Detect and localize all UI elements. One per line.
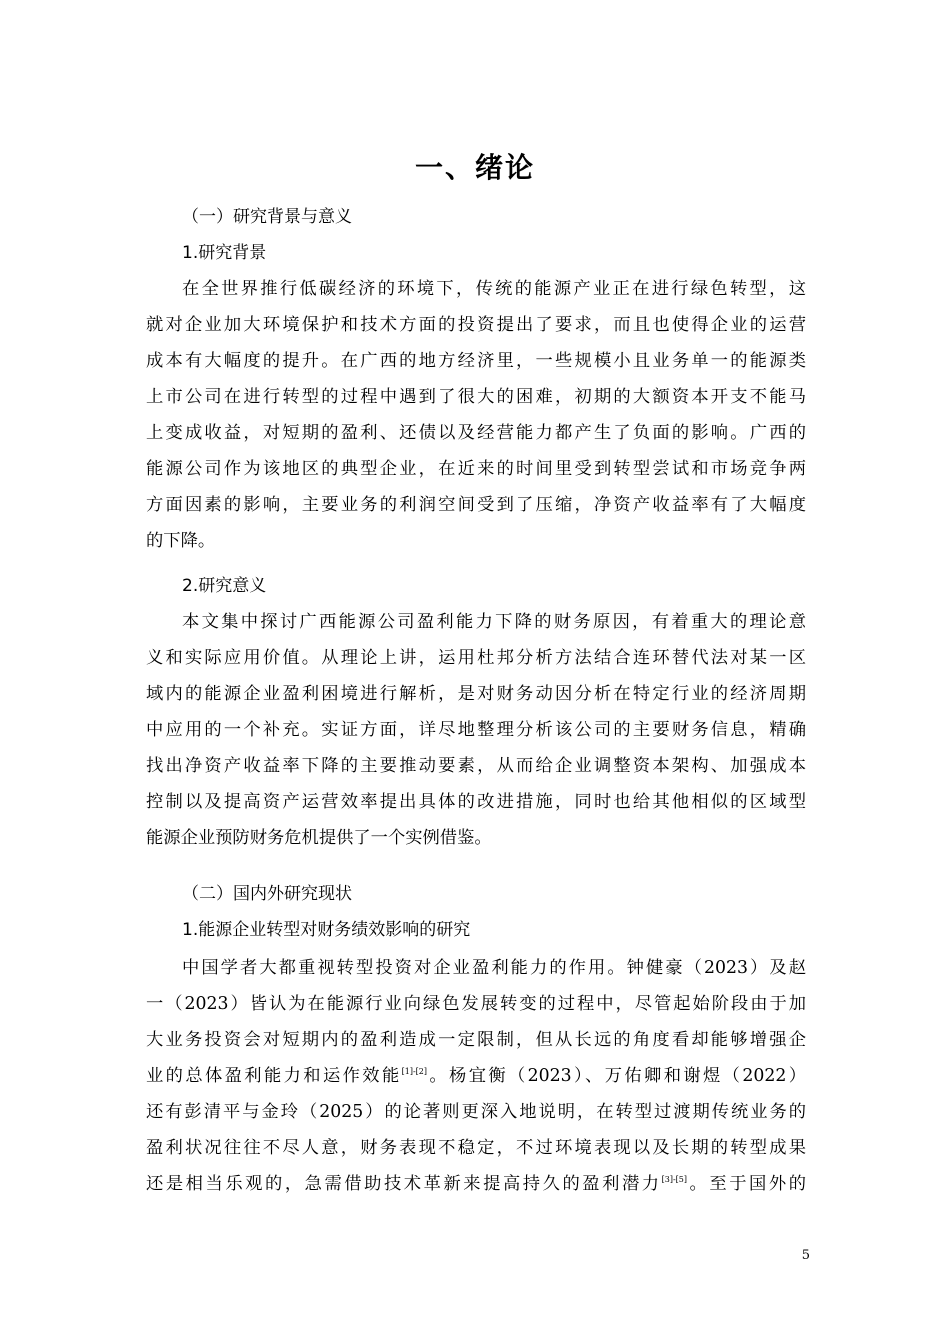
paragraph-line: 就对企业加大环境保护和技术方面的投资提出了要求，而且也使得企业的运营 (146, 315, 806, 335)
subsection-heading-significance: 2.研究意义 (182, 576, 267, 596)
paragraph-line: 找出净资产收益率下降的主要推动要素，从而给企业调整资本架构、加强成本 (146, 756, 806, 776)
paragraph-line: 还有彭清平与金玲（2025）的论著则更深入地说明，在转型过渡期传统业务的 (146, 1102, 806, 1122)
section-heading-background: （一）研究背景与意义 (182, 207, 352, 227)
paragraph-line: 控制以及提高资产运营效率提出具体的改进措施，同时也给其他相似的区域型 (146, 792, 806, 812)
line-text: 还是相当乐观的，急需借助技术革新来提高持久的盈利潜力 (146, 1174, 662, 1194)
paragraph-line: 中应用的一个补充。实证方面，详尽地整理分析该公司的主要财务信息，精确 (146, 720, 806, 740)
paragraph-line: 能源公司作为该地区的典型企业，在近来的时间里受到转型尝试和市场竞争两 (146, 459, 806, 479)
subsection-heading-background: 1.研究背景 (182, 243, 267, 263)
paragraph-line: 一（2023）皆认为在能源行业向绿色发展转变的过程中，尽管起始阶段由于加 (146, 994, 806, 1014)
paragraph-line-with-citation (146, 1172, 806, 1196)
paragraph-line: 大业务投资会对短期内的盈利造成一定限制，但从长远的角度看却能够增强企 (146, 1030, 806, 1050)
subsection-heading-transformation: 1.能源企业转型对财务绩效影响的研究 (182, 920, 471, 940)
paragraph-line: 成本有大幅度的提升。在广西的地方经济里，一些规模小且业务单一的能源类 (146, 351, 806, 371)
paragraph-line: 在全世界推行低碳经济的环境下，传统的能源产业正在进行绿色转型，这 (182, 279, 806, 299)
section-heading-literature: （二）国内外研究现状 (182, 884, 352, 904)
citation: [1]-[2] (401, 1067, 427, 1076)
paragraph-line: 上市公司在进行转型的过程中遇到了很大的困难，初期的大额资本开支不能马 (146, 387, 806, 407)
citation: [3]-[5] (661, 1175, 687, 1184)
paragraph-line: 义和实际应用价值。从理论上讲，运用杜邦分析方法结合连环替代法对某一区 (146, 648, 806, 668)
line-text: 。至于国外的 (686, 1174, 806, 1194)
paragraph-line: 上变成收益，对短期的盈利、还债以及经营能力都产生了负面的影响。广西的 (146, 423, 806, 443)
line-text: 业的总体盈利能力和运作效能 (146, 1066, 402, 1086)
paragraph-line: 方面因素的影响，主要业务的利润空间受到了压缩，净资产收益率有了大幅度 (146, 495, 806, 515)
paragraph-line: 中国学者大都重视转型投资对企业盈利能力的作用。钟健豪（2023）及赵 (182, 958, 806, 978)
line-text: 。杨宜衡（2023）、万佑卿和谢煜（2022） (426, 1066, 806, 1086)
paragraph-line-with-citation (146, 1064, 806, 1088)
paragraph-line: 盈利状况往往不尽人意，财务表现不稳定，不过环境表现以及长期的转型成果 (146, 1138, 806, 1158)
paragraph-line: 域内的能源企业盈利困境进行解析，是对财务动因分析在特定行业的经济周期 (146, 684, 806, 704)
page-number: 5 (801, 1248, 810, 1263)
paragraph-line: 本文集中探讨广西能源公司盈利能力下降的财务原因，有着重大的理论意 (182, 612, 806, 632)
paragraph-line: 的下降。 (146, 531, 216, 551)
chapter-title: 一、绪论 (414, 151, 535, 184)
paragraph-line: 能源企业预防财务危机提供了一个实例借鉴。 (146, 828, 492, 848)
